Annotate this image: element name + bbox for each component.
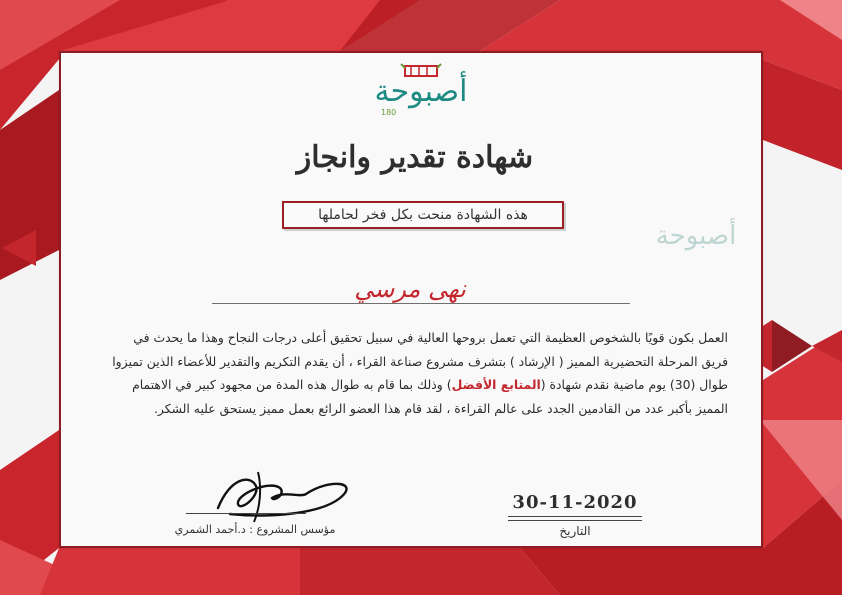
body-text-part2: ) وذلك بما قام به طوال هذه المدة من مجهود كبير في الاهتمام المميز بأكبر عدد من القادمين الجدد على عالم القراءة ، لقد قام هذا العضو الرائع بعمل مميز يستحق عليه الشكر. xyxy=(132,377,728,416)
subtitle-box xyxy=(282,201,564,229)
date-underline xyxy=(508,516,642,521)
founder-line xyxy=(186,513,306,514)
certificate-body xyxy=(108,326,728,420)
signature-block xyxy=(186,472,316,530)
founder-name: مؤسس المشروع : د.أحمد الشمري xyxy=(174,523,336,536)
certificate-date: 30-11-2020 xyxy=(512,492,638,513)
logo-watermark xyxy=(630,208,750,262)
signature-icon xyxy=(210,468,360,526)
certificate-title: شهادة تقدير وانجاز xyxy=(296,140,534,175)
name-underline xyxy=(212,303,630,304)
logo xyxy=(355,64,487,122)
logo-number: 180 xyxy=(381,108,397,117)
watermark-text: أصبوحة xyxy=(655,221,737,251)
logo-text: أصبوحة xyxy=(374,74,468,109)
body-highlight: المتابع الأفضل xyxy=(451,377,541,392)
date-label: التاريخ xyxy=(559,524,591,538)
certificate-subtitle: هذه الشهادة منحت بكل فخر لحاملها xyxy=(318,207,528,223)
recipient-name: نهى مرسي xyxy=(354,275,466,303)
date-block xyxy=(508,490,642,538)
body-text-part1: العمل بكون قويًا بالشخوص العظيمة التي تعمل بروحها العالية في سبيل تحقيق أعلى درجات النجاح وهذا ما يحدث في فريق المرحلة التحضيرية المميز ( الإرشاد ) بتشرف مشروع صناعة القراء ، أن يقدم التكريم والتقدير للأعضاء الذين تميزوا طوال (30) يوم ماضية نقدم شهادة ( xyxy=(112,330,728,392)
